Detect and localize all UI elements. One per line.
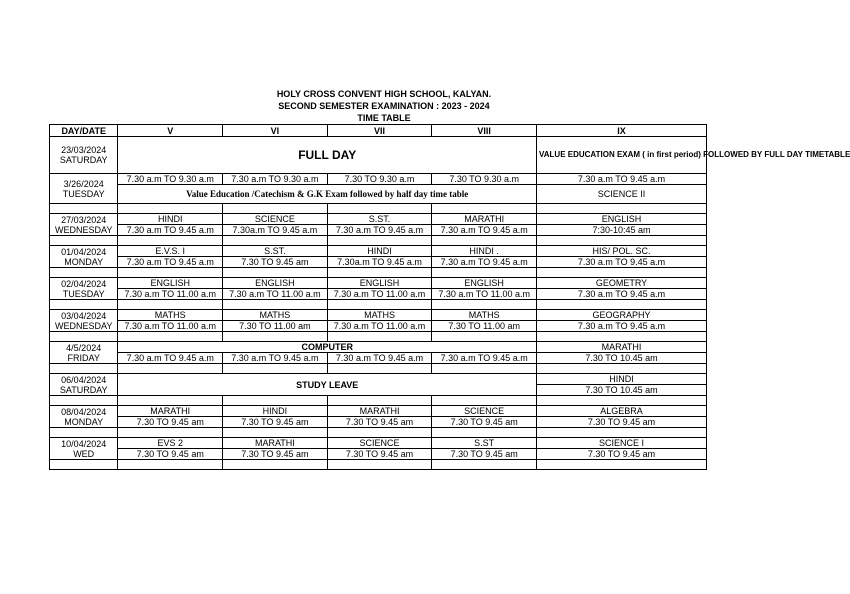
spacer-row <box>50 428 707 438</box>
table-row <box>50 174 707 185</box>
time-cell: 7.30 TO 9.45 am <box>223 257 328 268</box>
date-text: 06/04/2024 <box>61 374 107 385</box>
day-text: MONDAY <box>64 416 104 427</box>
time-cell: 7.30 a.m TO 9.45 a.m <box>432 225 537 236</box>
date-cell <box>50 438 118 460</box>
table-row <box>50 278 707 289</box>
ix-time-cell: 7.30 TO 10.45 am <box>537 353 707 364</box>
ix-subject-cell: ENGLISH <box>537 214 707 225</box>
col-header-daydate: DAY/DATE <box>50 125 118 137</box>
ix-subject-cell: SCIENCE II <box>537 185 707 204</box>
subject-cell: MARATHI <box>432 214 537 225</box>
time-cell: 7.30 a.m TO 11.00 a.m <box>327 289 432 300</box>
merged-cell: FULL DAY <box>118 137 537 174</box>
table-row <box>50 310 707 321</box>
date-cell <box>50 342 118 364</box>
table-row <box>50 374 707 385</box>
day-text: WED <box>73 448 95 459</box>
table-row <box>50 289 707 300</box>
time-cell: 7.30 a.m TO 9.45 a.m <box>432 257 537 268</box>
subject-cell: S.ST. <box>327 214 432 225</box>
table-row <box>50 185 707 204</box>
time-cell: 7.30a.m TO 9.45 a.m <box>223 225 328 236</box>
ix-time-cell: 7.30 a.m TO 9.45 a.m <box>537 289 707 300</box>
date-text: 02/04/2024 <box>61 278 107 289</box>
subject-cell: MATHS <box>118 310 223 321</box>
time-cell: 7.30 a.m TO 11.00 a.m <box>118 321 223 332</box>
table-row <box>50 321 707 332</box>
merged-cell: Value Education /Catechism & G.K Exam followed by half day time table <box>118 185 537 204</box>
subject-cell: ENGLISH <box>223 278 328 289</box>
date-cell <box>50 374 118 396</box>
document-header <box>0 88 768 124</box>
ix-time-cell: 7.30 TO 9.45 am <box>537 449 707 460</box>
school-name: HOLY CROSS CONVENT HIGH SCHOOL, KALYAN. <box>276 89 492 99</box>
date-text: 23/03/2024 <box>61 145 107 155</box>
time-cell: 7.30 a.m TO 11.00 a.m <box>432 289 537 300</box>
time-cell: 7.30 a.m TO 11.00 a.m <box>223 289 328 300</box>
date-text: 10/04/2024 <box>61 438 107 449</box>
table-row <box>50 246 707 257</box>
spacer-row <box>50 300 707 310</box>
time-cell: 7.30 a.m TO 9.45 a.m <box>327 225 432 236</box>
day-text: TUESDAY <box>62 188 105 199</box>
time-cell: 7.30 TO 9.45 am <box>327 449 432 460</box>
day-text: TUESDAY <box>62 288 105 299</box>
time-cell: 7.30 TO 9.45 am <box>327 417 432 428</box>
table-row <box>50 342 707 353</box>
date-cell <box>50 278 118 300</box>
table-row <box>50 449 707 460</box>
time-cell: 7.30 TO 11.00 am <box>223 321 328 332</box>
time-cell: 7.30 a.m TO 9.45 a.m <box>327 353 432 364</box>
spacer-row <box>50 396 707 406</box>
subject-cell: SCIENCE <box>223 214 328 225</box>
spacer-row <box>50 332 707 342</box>
day-text: FRIDAY <box>67 352 100 363</box>
subject-cell: EVS 2 <box>118 438 223 449</box>
subject-cell: MATHS <box>223 310 328 321</box>
subject-cell: E.V.S. I <box>118 246 223 257</box>
ix-time-cell: 7.30 TO 9.45 am <box>537 417 707 428</box>
time-cell: 7.30 a.m TO 9.45 a.m <box>118 257 223 268</box>
merged-cell: STUDY LEAVE <box>118 374 537 396</box>
time-cell: 7.30 a.m TO 11.00 a.m <box>118 289 223 300</box>
subject-cell: HINDI . <box>432 246 537 257</box>
table-row <box>50 417 707 428</box>
ix-subject-cell: ALGEBRA <box>537 406 707 417</box>
time-cell: 7.30 a.m TO 9.45 a.m <box>223 353 328 364</box>
time-cell: 7.30 TO 9.45 am <box>118 417 223 428</box>
subject-cell: S.ST <box>432 438 537 449</box>
merged-cell: COMPUTER <box>118 342 537 353</box>
timetable <box>49 124 850 470</box>
subject-cell: SCIENCE <box>327 438 432 449</box>
subject-cell: MARATHI <box>223 438 328 449</box>
date-text: 01/04/2024 <box>61 246 107 257</box>
time-cell: 7.30 TO 9.45 am <box>223 449 328 460</box>
ix-subject-cell: SCIENCE I <box>537 438 707 449</box>
date-cell <box>50 246 118 268</box>
ix-cell: VALUE EDUCATION EXAM ( in first period) FOLLOWED BY FULL DAY TIMETABLE <box>537 137 707 174</box>
time-cell: 7.30a.m TO 9.45 a.m <box>327 257 432 268</box>
time-cell: 7.30 TO 11.00 am <box>432 321 537 332</box>
spacer-row <box>50 204 707 214</box>
subject-cell: ENGLISH <box>432 278 537 289</box>
subject-cell: S.ST. <box>223 246 328 257</box>
ix-time-cell: 7.30 a.m TO 9.45 a.m <box>537 174 707 185</box>
col-header-viii: VIII <box>432 125 537 137</box>
day-text: WEDNESDAY <box>55 320 113 331</box>
spacer-row <box>50 460 707 470</box>
table-row <box>50 214 707 225</box>
subject-cell: MARATHI <box>327 406 432 417</box>
date-cell <box>50 137 118 174</box>
spacer-row <box>50 364 707 374</box>
date-cell <box>50 214 118 236</box>
header-row <box>50 125 707 137</box>
table-row <box>50 406 707 417</box>
subject-cell: ENGLISH <box>118 278 223 289</box>
date-text: 08/04/2024 <box>61 406 107 417</box>
subject-cell: HINDI <box>327 246 432 257</box>
ix-subject-cell: MARATHI <box>537 342 707 353</box>
time-cell: 7.30 TO 9.45 am <box>118 449 223 460</box>
time-cell: 7.30 TO 9.30 a.m <box>432 174 537 185</box>
col-header-vi: VI <box>223 125 328 137</box>
time-cell: 7.30 TO 9.30 a.m <box>327 174 432 185</box>
table-row <box>50 438 707 449</box>
time-cell: 7.30 a.m TO 9.45 a.m <box>432 353 537 364</box>
table-row <box>50 257 707 268</box>
subject-cell: MARATHI <box>118 406 223 417</box>
subject-cell: MATHS <box>432 310 537 321</box>
day-text: SATURDAY <box>59 384 108 395</box>
table-row <box>50 137 707 174</box>
time-cell: 7.30 TO 9.45 am <box>432 449 537 460</box>
time-cell: 7.30 a.m TO 9.45 a.m <box>118 225 223 236</box>
time-cell: 7.30 TO 9.45 am <box>223 417 328 428</box>
table-row <box>50 225 707 236</box>
subject-cell: HINDI <box>118 214 223 225</box>
ix-subject-cell: HINDI <box>537 374 707 385</box>
date-text: 4/5/2024 <box>66 342 102 353</box>
ix-time-cell: 7.30 a.m TO 9.45 a.m <box>537 321 707 332</box>
col-header-vii: VII <box>327 125 432 137</box>
time-cell: 7.30 a.m TO 9.30 a.m <box>223 174 328 185</box>
date-text: 3/26/2024 <box>63 178 104 189</box>
subject-cell: ENGLISH <box>327 278 432 289</box>
date-cell <box>50 174 118 204</box>
time-cell: 7.30 a.m TO 9.45 a.m <box>118 353 223 364</box>
ix-time-cell: 7.30 TO 10.45 am <box>537 385 707 396</box>
day-text: SATURDAY <box>59 155 108 165</box>
date-text: 03/04/2024 <box>61 310 107 321</box>
timetable-title: TIME TABLE <box>357 113 411 123</box>
time-cell: 7.30 a.m TO 9.30 a.m <box>118 174 223 185</box>
table-row <box>50 353 707 364</box>
time-cell: 7.30 TO 9.45 am <box>432 417 537 428</box>
ix-time-cell: 7.30 a.m TO 9.45 a.m <box>537 257 707 268</box>
ix-subject-cell: GEOMETRY <box>537 278 707 289</box>
col-header-v: V <box>118 125 223 137</box>
day-text: WEDNESDAY <box>55 224 113 235</box>
subject-cell: SCIENCE <box>432 406 537 417</box>
subject-cell: HINDI <box>223 406 328 417</box>
date-cell <box>50 310 118 332</box>
day-text: MONDAY <box>64 256 104 267</box>
date-cell <box>50 406 118 428</box>
ix-time-cell: 7:30-10:45 am <box>537 225 707 236</box>
spacer-row <box>50 268 707 278</box>
subject-cell: MATHS <box>327 310 432 321</box>
date-text: 27/03/2024 <box>61 214 107 225</box>
ix-subject-cell: GEOGRAPHY <box>537 310 707 321</box>
exam-title: SECOND SEMESTER EXAMINATION : 2023 - 2024 <box>278 101 490 111</box>
spacer-row <box>50 236 707 246</box>
time-cell: 7.30 a.m TO 11.00 a.m <box>327 321 432 332</box>
ix-subject-cell: HIS/ POL. SC. <box>537 246 707 257</box>
col-header-ix: IX <box>537 125 707 137</box>
